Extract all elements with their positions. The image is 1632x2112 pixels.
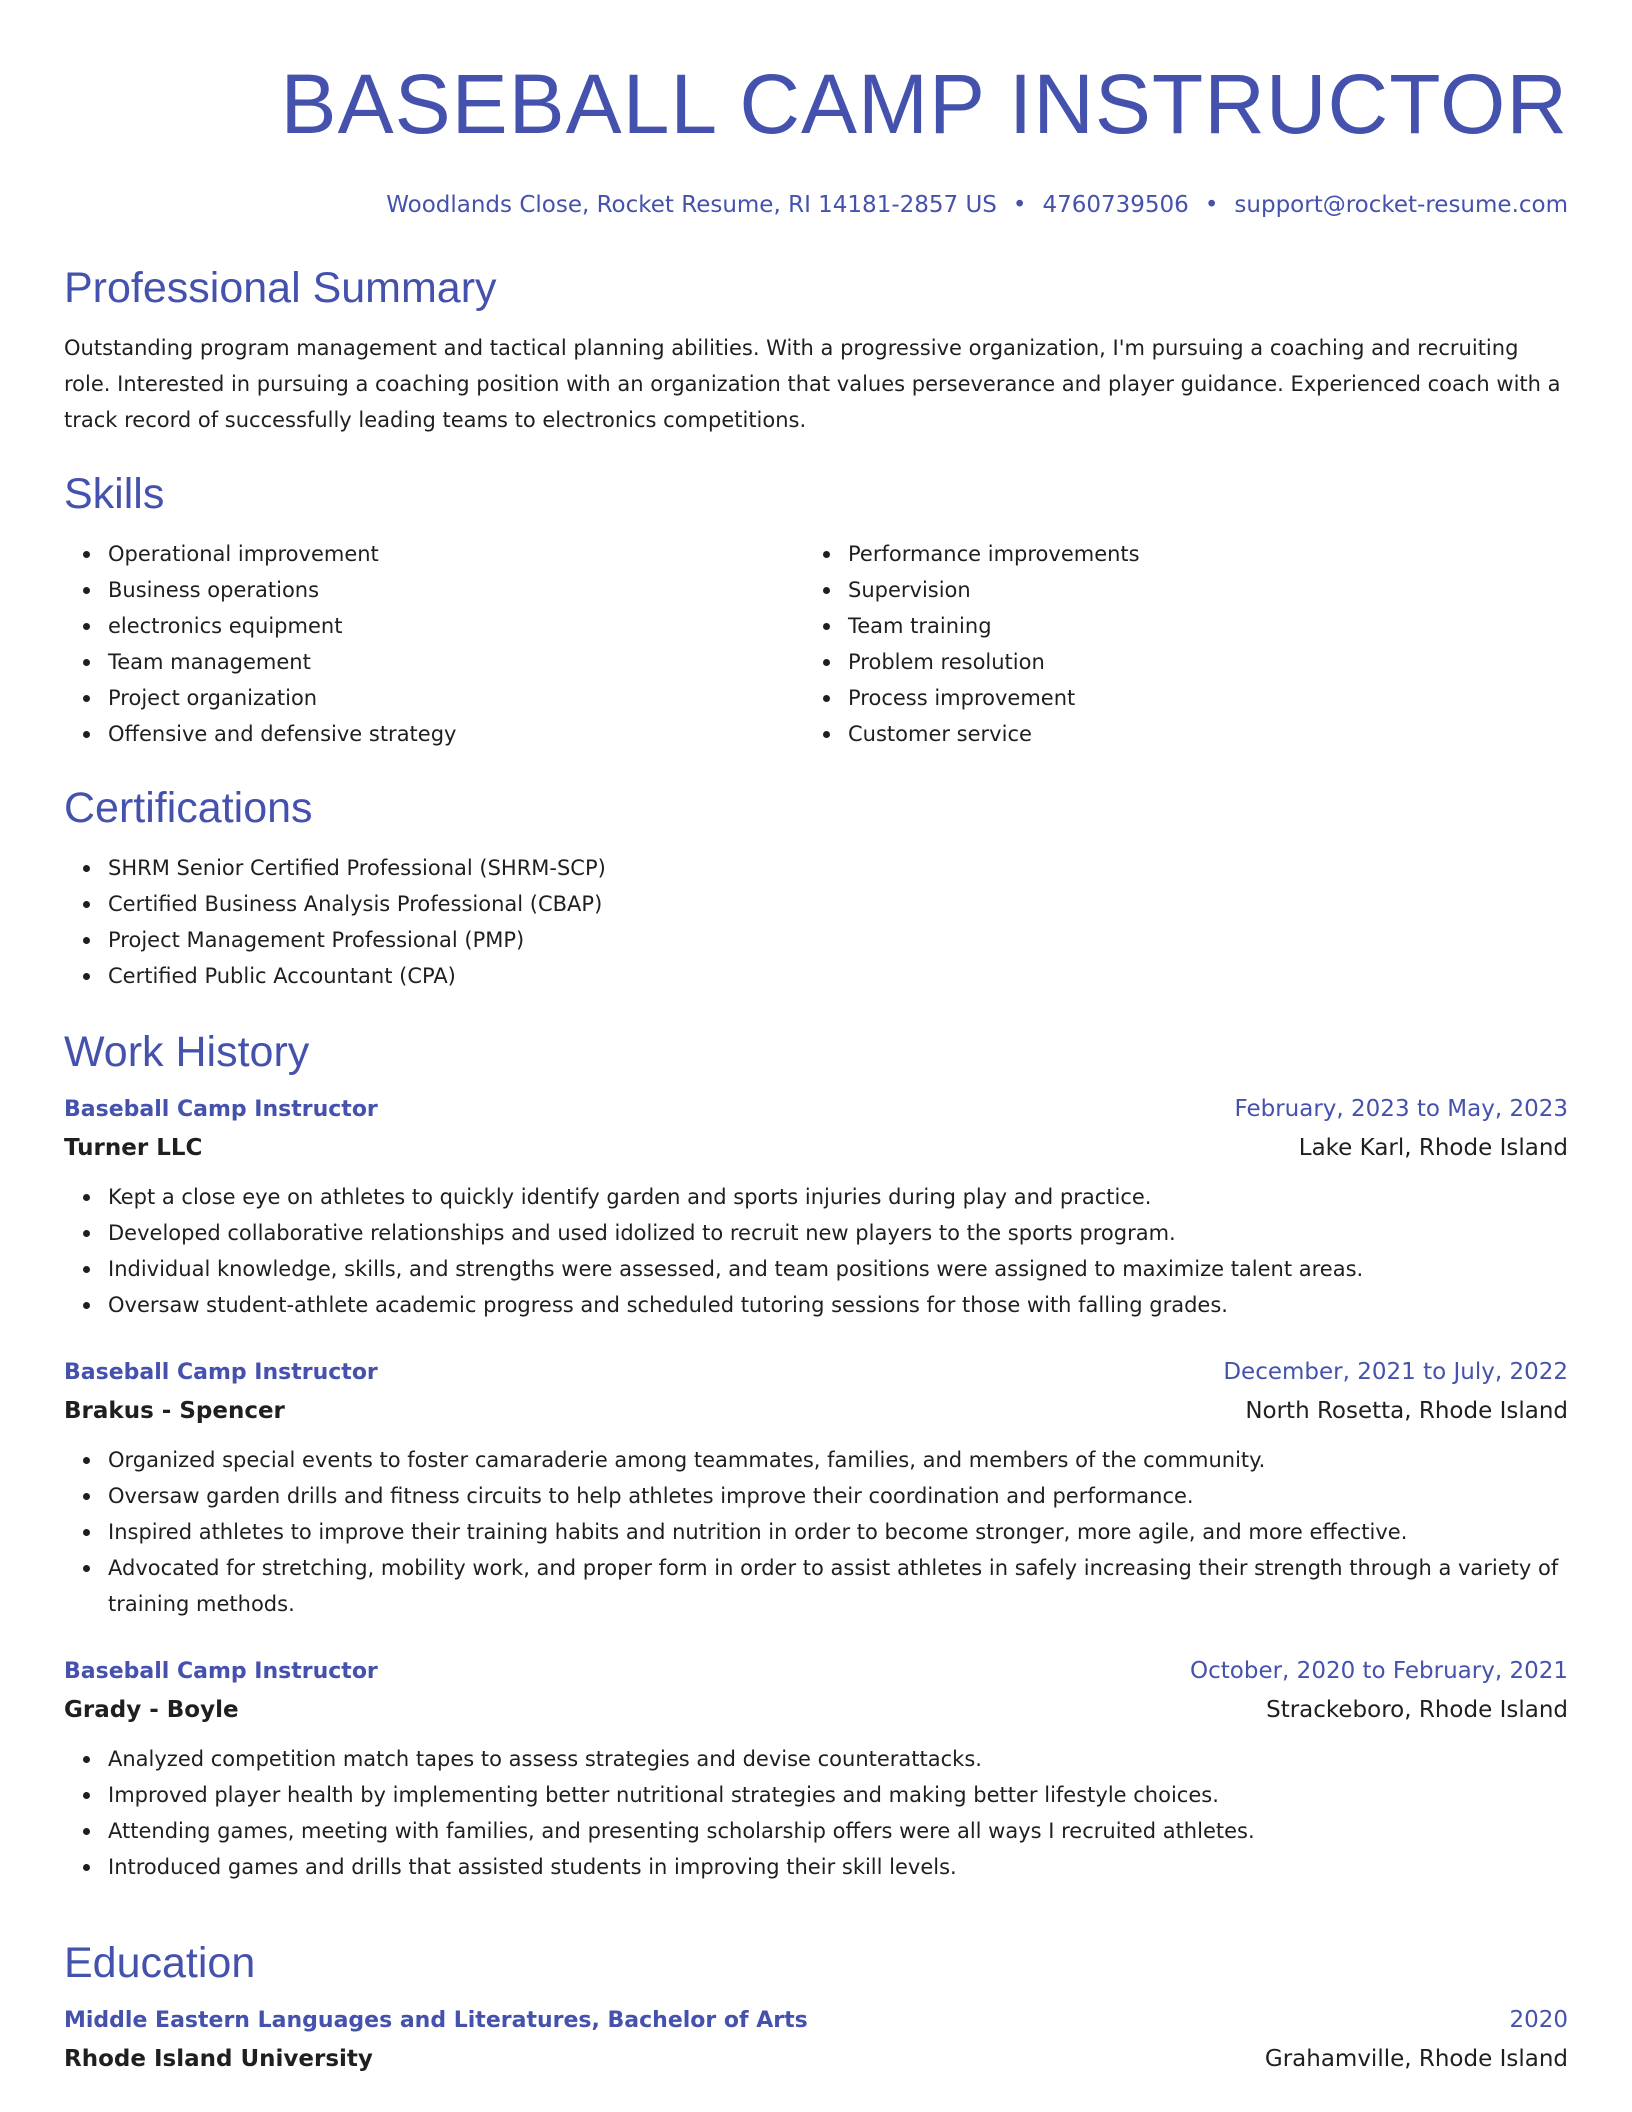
job-dates: February, 2023 to May, 2023 <box>1234 1096 1568 1122</box>
certifications-section <box>64 782 1568 994</box>
job-location: Strackeboro, Rhode Island <box>1266 1697 1568 1723</box>
job-company-row <box>64 1392 1568 1430</box>
education-header-row <box>64 2001 1568 2040</box>
skills-section <box>64 468 1568 752</box>
job-duty-item: Inspired athletes to improve their training habits and nutrition in order to become stronger, more agile, and more effective. <box>64 1514 1568 1550</box>
education-section <box>64 1937 1568 2078</box>
company-name: Turner LLC <box>64 1135 203 1161</box>
job-duty-item: Oversaw garden drills and fitness circuits to help athletes improve their coordination and performance. <box>64 1478 1568 1514</box>
skills-list-left <box>64 536 804 752</box>
job-duties-list <box>64 1442 1568 1622</box>
section-heading: Skills <box>64 470 165 518</box>
skill-item: Customer service <box>804 716 1544 752</box>
skill-item: Supervision <box>804 572 1544 608</box>
skill-item: Operational improvement <box>64 536 804 572</box>
job-title: Baseball Camp Instructor <box>64 1360 378 1385</box>
job-duties-list <box>64 1179 1568 1323</box>
professional-summary-section <box>64 262 1568 438</box>
skill-item: Performance improvements <box>804 536 1544 572</box>
summary-text: Outstanding program management and tactical planning abilities. With a progressive organization, I'm pursuing a coaching and recruiting role. Interested in pursuing a coaching position with an organization that values perseverance and player guidance. Experienced coach with a track record of successfully leading teams to electronics competitions. <box>64 336 1561 432</box>
contact-separator: • <box>1012 192 1027 218</box>
job-duty-item: Attending games, meeting with families, and presenting scholarship offers were all ways I recruited athletes. <box>64 1813 1568 1849</box>
company-name: Brakus - Spencer <box>64 1398 285 1424</box>
company-name: Grady - Boyle <box>64 1697 239 1723</box>
education-school-row <box>64 2040 1568 2078</box>
skill-item: Offensive and defensive strategy <box>64 716 804 752</box>
degree-title: Middle Eastern Languages and Literatures, Bachelor of Arts <box>64 2008 808 2033</box>
skill-item: Business operations <box>64 572 804 608</box>
job-duty-item: Improved player health by implementing better nutritional strategies and making better lifestyle choices. <box>64 1777 1568 1813</box>
graduation-year: 2020 <box>1509 2007 1568 2033</box>
job-duties-list <box>64 1741 1568 1885</box>
skill-item: Project organization <box>64 680 804 716</box>
skill-item: electronics equipment <box>64 608 804 644</box>
job-duty-item: Developed collaborative relationships and used idolized to recruit new players to the sports program. <box>64 1215 1568 1251</box>
job-company-row <box>64 1691 1568 1729</box>
certification-item: SHRM Senior Certified Professional (SHRM-SCP) <box>64 850 1568 886</box>
education-entry <box>64 2001 1568 2078</box>
job-entry <box>64 1090 1568 1323</box>
section-heading: Education <box>64 1939 256 1987</box>
certification-item: Project Management Professional (PMP) <box>64 922 1568 958</box>
contact-line <box>64 190 1568 220</box>
certification-item: Certified Business Analysis Professional (CBAP) <box>64 886 1568 922</box>
resume-title: BASEBALL CAMP INSTRUCTOR <box>280 57 1568 151</box>
work-history-section <box>64 1026 1568 1885</box>
job-title: Baseball Camp Instructor <box>64 1659 378 1684</box>
job-dates: December, 2021 to July, 2022 <box>1223 1359 1568 1385</box>
school-location: Grahamville, Rhode Island <box>1264 2046 1568 2072</box>
certification-item: Certified Public Accountant (CPA) <box>64 958 1568 994</box>
job-duty-item: Oversaw student-athlete academic progress and scheduled tutoring sessions for those with falling grades. <box>64 1287 1568 1323</box>
skill-item: Team management <box>64 644 804 680</box>
section-heading: Work History <box>64 1028 310 1076</box>
job-duty-item: Organized special events to foster camaraderie among teammates, families, and members of the community. <box>64 1442 1568 1478</box>
job-location: Lake Karl, Rhode Island <box>1298 1135 1568 1161</box>
job-header-row <box>64 1652 1568 1691</box>
job-duty-item: Individual knowledge, skills, and strengths were assessed, and team positions were assigned to maximize talent areas. <box>64 1251 1568 1287</box>
job-header-row <box>64 1090 1568 1129</box>
job-company-row <box>64 1129 1568 1167</box>
job-entry <box>64 1353 1568 1622</box>
job-location: North Rosetta, Rhode Island <box>1245 1398 1568 1424</box>
skills-grid <box>64 536 1568 752</box>
contact-email[interactable]: support@rocket-resume.com <box>1234 192 1568 218</box>
contact-address: Woodlands Close, Rocket Resume, RI 14181-2857 US <box>386 192 997 218</box>
job-duty-item: Introduced games and drills that assisted students in improving their skill levels. <box>64 1849 1568 1885</box>
skill-item: Team training <box>804 608 1544 644</box>
section-heading: Certifications <box>64 784 313 832</box>
job-header-row <box>64 1353 1568 1392</box>
certifications-list <box>64 850 1568 994</box>
job-title: Baseball Camp Instructor <box>64 1097 378 1122</box>
job-duty-item: Advocated for stretching, mobility work, and proper form in order to assist athletes in safely increasing their strength through a variety of training methods. <box>64 1550 1568 1622</box>
job-duty-item: Kept a close eye on athletes to quickly identify garden and sports injuries during play and practice. <box>64 1179 1568 1215</box>
contact-phone: 4760739506 <box>1042 192 1189 218</box>
job-duty-item: Analyzed competition match tapes to assess strategies and devise counterattacks. <box>64 1741 1568 1777</box>
section-heading: Professional Summary <box>64 264 497 312</box>
skill-item: Process improvement <box>804 680 1544 716</box>
school-name: Rhode Island University <box>64 2046 373 2072</box>
job-dates: October, 2020 to February, 2021 <box>1190 1658 1568 1684</box>
contact-separator: • <box>1204 192 1219 218</box>
skills-list-right <box>804 536 1544 752</box>
job-entry <box>64 1652 1568 1885</box>
skill-item: Problem resolution <box>804 644 1544 680</box>
